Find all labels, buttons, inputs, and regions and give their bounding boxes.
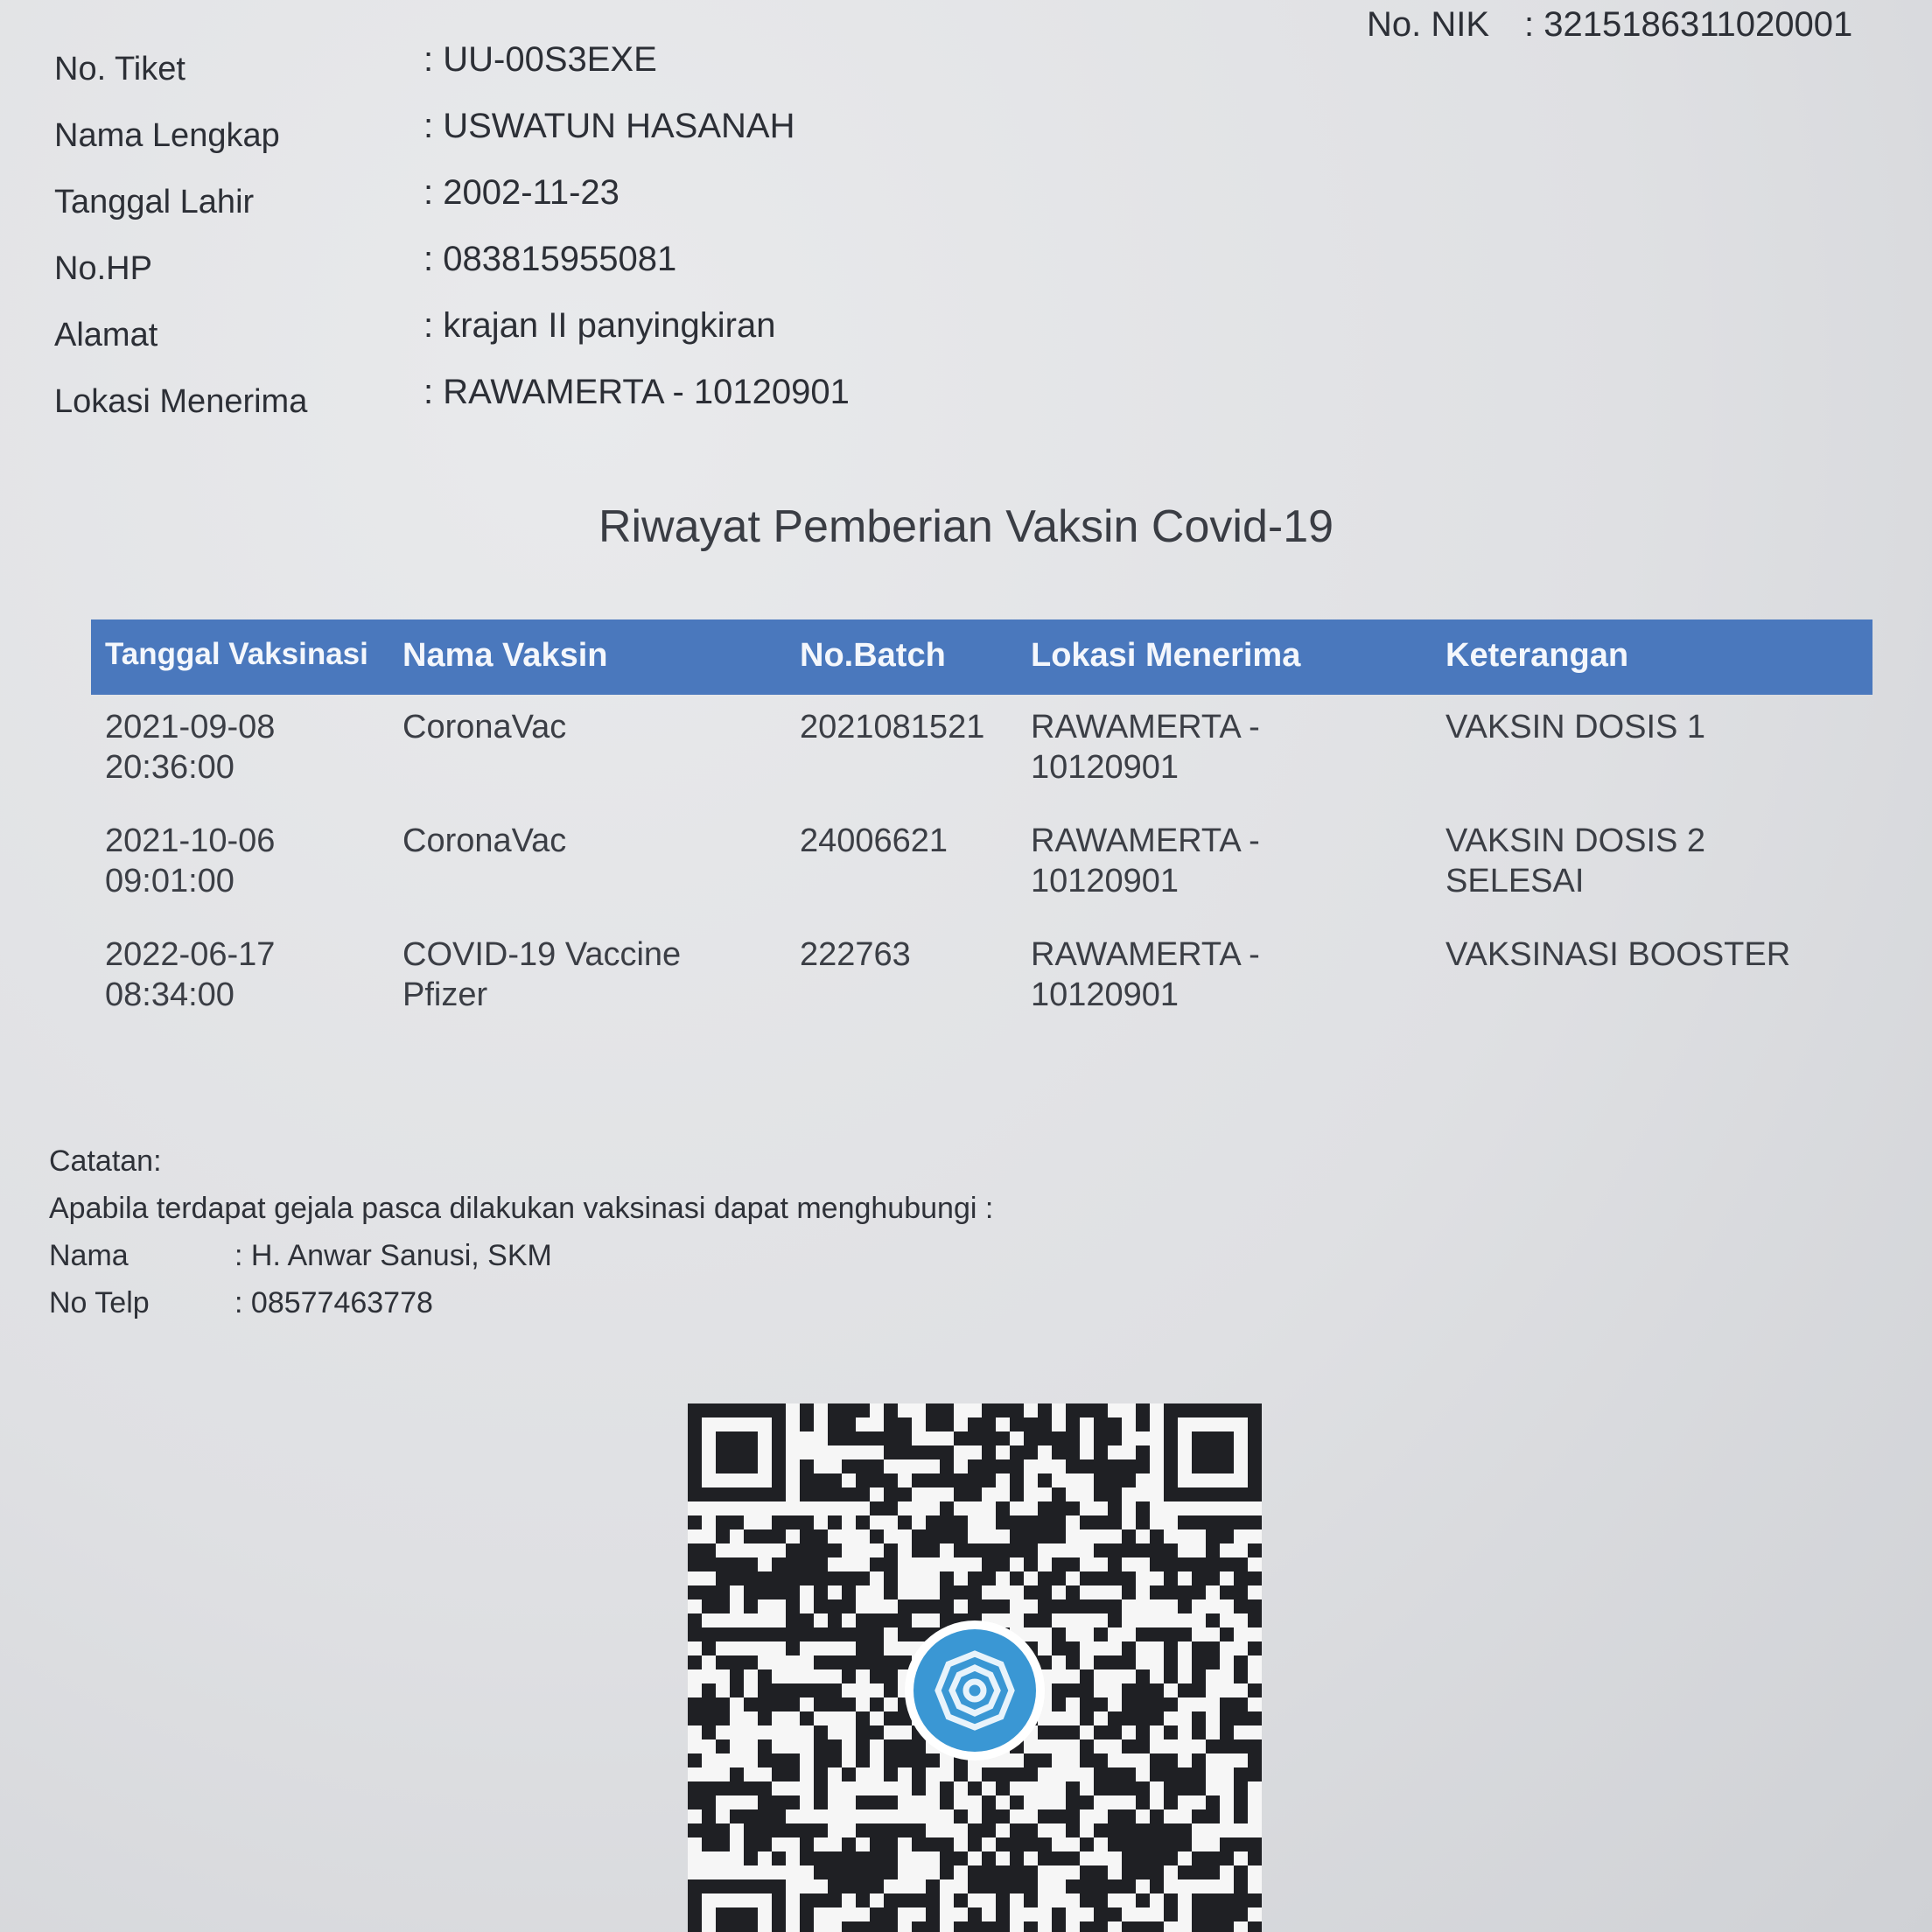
vaccination-history-table [91, 620, 1872, 1036]
contact-name-label: Nama [49, 1239, 129, 1272]
location-cell [1031, 707, 1442, 788]
nik-label: No. NIK [1367, 5, 1490, 44]
column-header-batch: No.Batch [800, 637, 946, 674]
location-cell [1031, 821, 1442, 901]
vaccine-cell [402, 934, 788, 1015]
note-cell [1446, 707, 1872, 747]
peduli-lindungi-logo-icon [914, 1629, 1036, 1752]
vaccine-name: COVID-19 Vaccine [402, 936, 682, 973]
info-label: No.HP [54, 250, 152, 287]
info-value: : krajan II panyingkiran [424, 306, 775, 346]
note-text: VAKSINASI BOOSTER [1446, 936, 1791, 973]
batch-cell: 222763 [800, 936, 911, 973]
location-code: 10120901 [1031, 863, 1180, 900]
vaccine-name: CoronaVac [402, 709, 567, 746]
time-text: 09:01:00 [105, 863, 234, 900]
batch-cell: 24006621 [800, 822, 948, 859]
note-text: VAKSIN DOSIS 1 [1446, 709, 1706, 746]
qr-code [688, 1404, 1262, 1932]
date-text: 2021-09-08 [105, 709, 276, 746]
info-label: No. Tiket [54, 51, 186, 88]
location-code: 10120901 [1031, 976, 1180, 1013]
contact-phone-value: : 08577463778 [234, 1286, 433, 1320]
column-header-date: Tanggal Vaksinasi [105, 637, 368, 671]
notes-text: Apabila terdapat gejala pasca dilakukan vaksinasi dapat menghubungi : [49, 1192, 994, 1225]
info-value: : 083815955081 [424, 240, 676, 279]
info-label: Nama Lengkap [54, 117, 280, 154]
nik-field [1367, 5, 1852, 45]
info-value: : 2002-11-23 [424, 173, 620, 213]
column-header-location: Lokasi Menerima [1031, 637, 1301, 674]
location-cell [1031, 934, 1442, 1015]
table-row [91, 695, 1872, 808]
info-label: Alamat [54, 317, 158, 354]
column-header-vaccine: Nama Vaksin [402, 637, 608, 674]
vaccine-name-cont: Pfizer [402, 976, 488, 1013]
vaccine-cell [402, 821, 788, 861]
note-cell [1446, 821, 1872, 901]
batch-cell: 2021081521 [800, 709, 985, 746]
contact-name-value: : H. Anwar Sanusi, SKM [234, 1239, 552, 1273]
note-cell [1446, 934, 1872, 975]
time-text: 08:34:00 [105, 976, 234, 1013]
section-title: Riwayat Pemberian Vaksin Covid-19 [598, 501, 1334, 552]
column-header-note: Keterangan [1446, 637, 1629, 674]
date-text: 2022-06-17 [105, 936, 276, 973]
table-header [91, 620, 1872, 695]
location-name: RAWAMERTA - [1031, 709, 1260, 746]
info-label: Tanggal Lahir [54, 184, 255, 220]
vaccine-cell [402, 707, 788, 747]
info-label: Lokasi Menerima [54, 383, 308, 420]
note-text-cont: SELESAI [1446, 863, 1585, 900]
info-value: : RAWAMERTA - 10120901 [424, 373, 850, 412]
date-cell [105, 934, 394, 1015]
date-text: 2021-10-06 [105, 822, 276, 859]
date-cell [105, 821, 394, 901]
date-cell [105, 707, 394, 788]
location-code: 10120901 [1031, 749, 1180, 786]
note-text: VAKSIN DOSIS 2 [1446, 822, 1706, 859]
nik-value: : 3215186311020001 [1524, 5, 1853, 44]
location-name: RAWAMERTA - [1031, 822, 1260, 859]
contact-phone-label: No Telp [49, 1286, 150, 1320]
vaccine-name: CoronaVac [402, 822, 567, 859]
location-name: RAWAMERTA - [1031, 936, 1260, 973]
table-row [91, 808, 1872, 922]
table-row [91, 922, 1872, 1036]
info-value: : UU-00S3EXE [424, 40, 657, 80]
notes-title: Catatan: [49, 1144, 162, 1178]
time-text: 20:36:00 [105, 749, 234, 786]
info-value: : USWATUN HASANAH [424, 107, 794, 146]
